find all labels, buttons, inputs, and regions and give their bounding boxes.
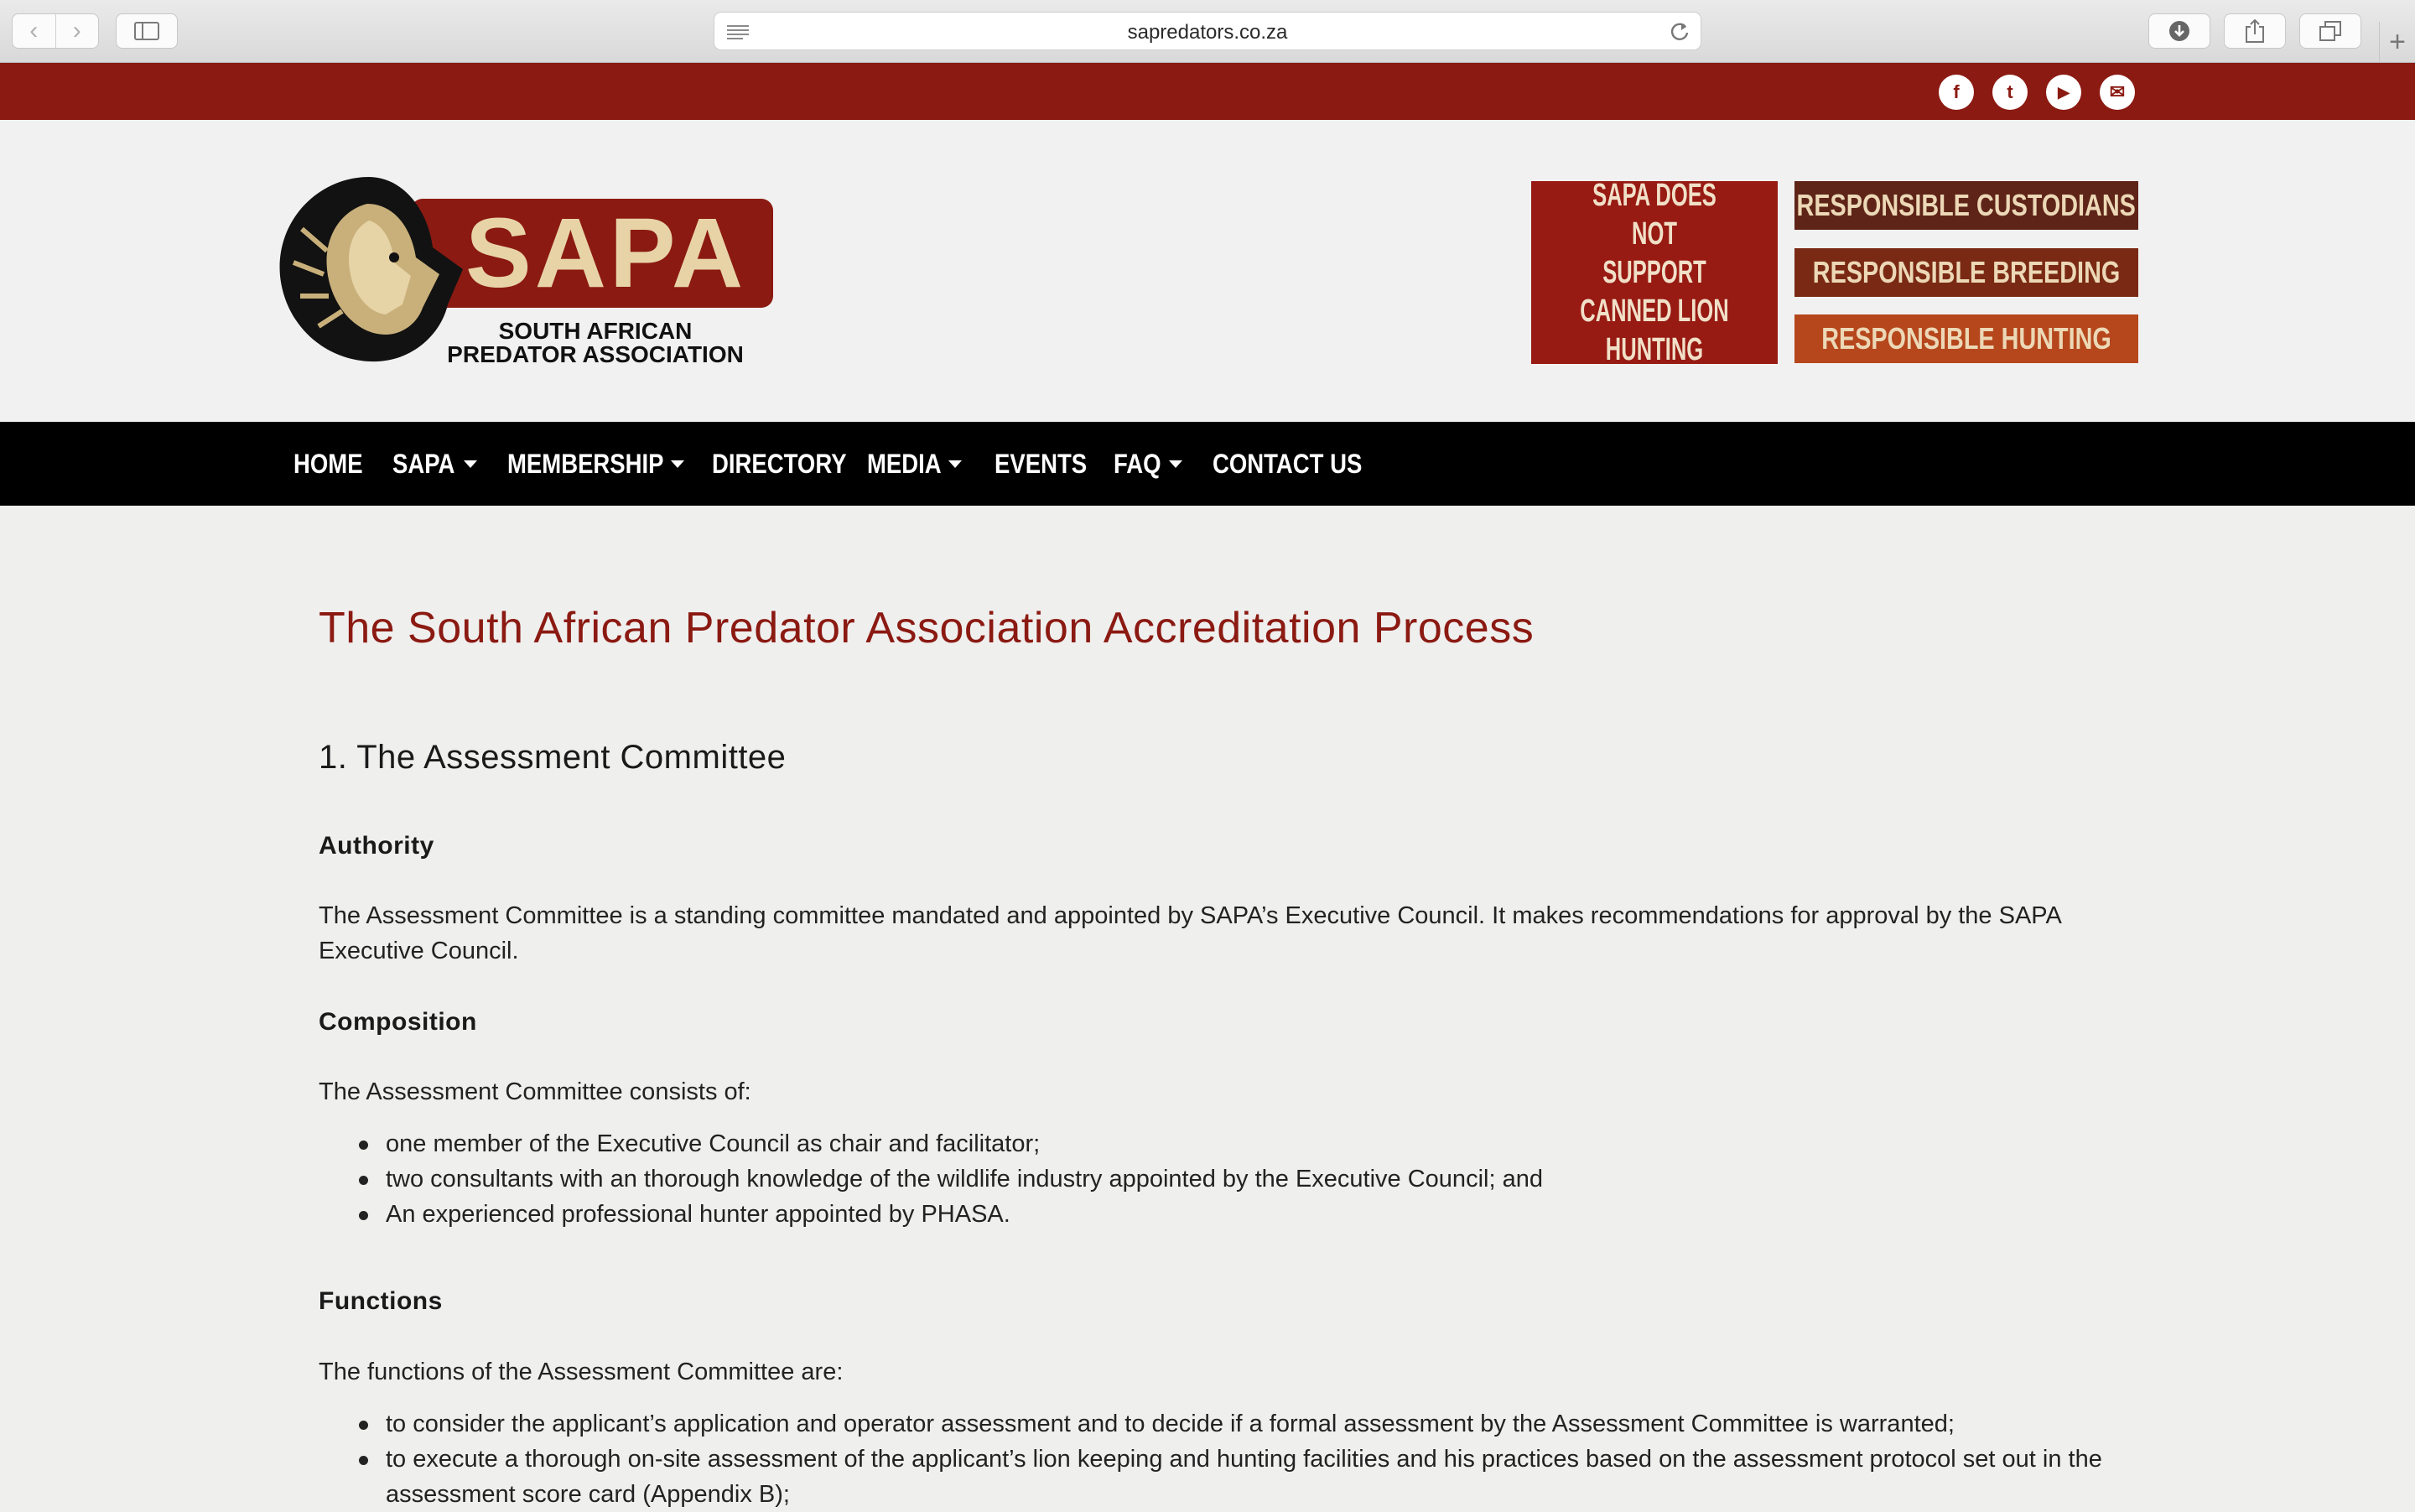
promo-line1: SAPA DOES NOT — [1592, 178, 1716, 252]
forward-button[interactable]: › — [72, 17, 81, 44]
list-item: to consider the applicant’s application and operator assessment and to decide if a formal assessment by the Assessment Committee is warranted; — [386, 1406, 2130, 1442]
responsible-hunting-label: RESPONSIBLE HUNTING — [1821, 321, 2111, 356]
authority-heading: Authority — [319, 832, 434, 860]
section-heading: 1. The Assessment Committee — [319, 739, 787, 776]
nav-events[interactable] — [995, 422, 1102, 506]
main-nav — [0, 422, 2415, 506]
nav-events-label: EVENTS — [995, 448, 1088, 479]
chevron-down-icon — [1169, 460, 1182, 468]
facebook-icon[interactable]: f — [1939, 75, 1974, 110]
youtube-icon[interactable]: ▶ — [2046, 75, 2081, 110]
responsible-custodians-label: RESPONSIBLE CUSTODIANS — [1796, 188, 2137, 222]
list-item: two consultants with an thorough knowledge of the wildlife industry appointed by the Executive Council; and — [386, 1161, 2130, 1197]
twitter-icon[interactable]: t — [1992, 75, 2028, 110]
share-button[interactable] — [2224, 13, 2286, 49]
functions-heading: Functions — [319, 1287, 443, 1315]
nav-home-label: HOME — [293, 448, 363, 479]
responsible-hunting-button[interactable] — [1794, 314, 2138, 363]
share-icon — [2244, 18, 2266, 44]
browser-toolbar — [0, 0, 2415, 63]
back-button[interactable]: ‹ — [13, 14, 56, 48]
no-canned-hunting-banner[interactable] — [1531, 178, 1778, 367]
site-header — [0, 120, 2415, 422]
authority-paragraph: The Assessment Committee is a standing committee mandated and appointed by SAPA’s Executive Council. It makes recommendations for approval by the SAPA Executive Council. — [319, 902, 2061, 964]
list-item: to execute a thorough on-site assessment of the applicant’s lion keeping and hunting facilities and his practices based on the assessment protocol set out in the assessment score card (Appendix B); — [386, 1442, 2130, 1512]
nav-directory[interactable] — [712, 422, 869, 506]
chevron-down-icon — [464, 460, 477, 468]
nav-media-label: MEDIA — [867, 448, 942, 479]
nav-faq[interactable] — [1114, 422, 1182, 506]
nav-sapa[interactable] — [392, 422, 477, 506]
sidebar-toggle-button[interactable] — [116, 13, 178, 49]
nav-home[interactable] — [293, 422, 374, 506]
list-item: one member of the Executive Council as chair and facilitator; — [386, 1126, 2130, 1161]
responsible-breeding-label: RESPONSIBLE BREEDING — [1812, 255, 2121, 289]
logo-subtitle-line1: SOUTH AFRICAN — [498, 318, 693, 344]
tabs-icon — [2319, 20, 2342, 42]
nav-contact-label: CONTACT US — [1213, 448, 1363, 479]
composition-intro: The Assessment Committee consists of: — [319, 1078, 751, 1105]
functions-list — [319, 1406, 2130, 1512]
nav-membership-label: MEMBERSHIP — [507, 448, 664, 479]
new-tab-button[interactable]: + — [2379, 22, 2415, 62]
download-icon — [2168, 19, 2191, 43]
chevron-down-icon — [948, 460, 962, 468]
address-bar[interactable] — [714, 12, 1701, 50]
nav-faq-label: FAQ — [1114, 448, 1161, 479]
composition-list — [319, 1126, 2130, 1232]
email-icon[interactable]: ✉ — [2100, 75, 2135, 110]
tabs-overview-button[interactable] — [2299, 13, 2361, 49]
sidebar-icon — [134, 22, 159, 40]
promo-line3: CANNED LION — [1580, 294, 1729, 329]
downloads-button[interactable] — [2148, 13, 2210, 49]
responsible-custodians-button[interactable] — [1794, 181, 2138, 230]
sapa-logo[interactable] — [268, 170, 771, 372]
composition-heading: Composition — [319, 1008, 477, 1036]
url-text: sapredators.co.za — [1127, 21, 1288, 44]
nav-membership[interactable] — [507, 422, 684, 506]
functions-intro: The functions of the Assessment Committee are: — [319, 1359, 844, 1385]
nav-sapa-label: SAPA — [392, 448, 455, 479]
page-title: The South African Predator Association Accreditation Process — [319, 604, 1535, 652]
chevron-down-icon — [671, 460, 684, 468]
social-bar — [0, 63, 2415, 120]
promo-line2: SUPPORT — [1602, 255, 1706, 290]
reload-icon[interactable] — [1669, 21, 1690, 43]
history-nav — [12, 13, 99, 49]
list-item: An experienced professional hunter appointed by PHASA. — [386, 1197, 2130, 1232]
logo-subtitle-line2: PREDATOR ASSOCIATION — [447, 341, 744, 367]
nav-contact[interactable] — [1213, 422, 1386, 506]
logo-wordmark: SAPA — [465, 198, 747, 309]
logo-subtitle — [436, 320, 755, 366]
nav-media[interactable] — [867, 422, 962, 506]
nav-directory-label: DIRECTORY — [712, 448, 847, 479]
promo-line4: HUNTING — [1605, 332, 1704, 367]
responsible-breeding-button[interactable] — [1794, 248, 2138, 297]
